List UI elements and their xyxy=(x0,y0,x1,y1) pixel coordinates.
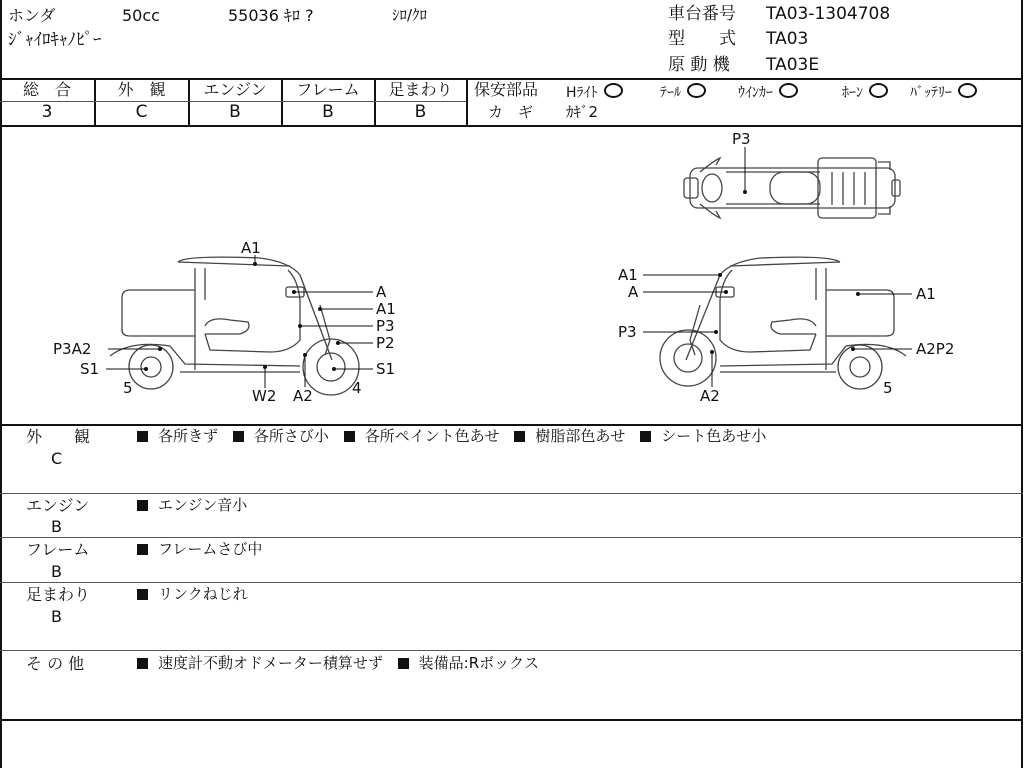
label-left-s1: S1 xyxy=(80,360,100,378)
remark-divider xyxy=(0,493,1023,494)
label-left-4: 4 xyxy=(352,379,362,397)
remark-items-other: 速度計不動オドメーター積算せず 装備品:Rボックス xyxy=(137,656,549,671)
label-left-w2: W2 xyxy=(252,387,277,405)
safety-item-headlight: Hﾗｲﾄ xyxy=(566,83,623,100)
remark-items-frame: フレームさび中 xyxy=(137,542,272,557)
label-right-a2: A2 xyxy=(700,387,720,405)
label-right-p3: P3 xyxy=(618,323,637,341)
grade-label-overall: 総 合 xyxy=(22,80,71,99)
grade-value-frame: B xyxy=(322,102,334,122)
frame-no: TA03-1304708 xyxy=(766,4,891,24)
grade-label-engine: エンジン xyxy=(203,80,267,99)
model-name: ｼﾞｬｲﾛｷｬﾉﾋﾟｰ xyxy=(8,30,102,50)
remark-label-engine: エンジン xyxy=(26,496,90,515)
remark-label-exterior: 外 観 xyxy=(26,427,91,446)
label-right-a: A xyxy=(628,283,639,301)
safety-item-winker: ｳｲﾝｶｰ xyxy=(738,83,798,100)
key-value: ｶｷﾞ2 xyxy=(566,103,599,121)
safety-item-battery: ﾊﾞｯﾃﾘｰ xyxy=(910,83,977,100)
remark-label-other: そ の 他 xyxy=(26,654,85,673)
grade-value-engine: B xyxy=(229,102,241,122)
key-label: カ ギ xyxy=(488,103,534,121)
right-side-scooter xyxy=(660,257,906,389)
label-left-a1: A1 xyxy=(376,300,396,318)
label-left-p3: P3 xyxy=(376,317,395,335)
frame-no-label: 車台番号 xyxy=(668,4,736,24)
label-left-a: A xyxy=(376,283,387,301)
grade-value-overall: 3 xyxy=(41,102,53,122)
remark-items-suspension: リンクねじれ xyxy=(137,587,258,602)
maker-name: ホンダ xyxy=(8,6,56,25)
remark-divider xyxy=(0,582,1023,583)
grade-label-exterior: 外 観 xyxy=(117,80,166,99)
type-label: 型 式 xyxy=(668,29,736,49)
label-left-a2: A2 xyxy=(293,387,313,405)
label-right-a1-box: A1 xyxy=(916,285,936,303)
color: ｼﾛ/ｸﾛ xyxy=(392,6,428,24)
remark-grade-exterior: C xyxy=(51,449,63,468)
safety-item-tail: ﾃｰﾙ xyxy=(660,83,706,100)
label-left-a1-top: A1 xyxy=(241,239,261,257)
label-right-a1-top: A1 xyxy=(618,266,638,284)
top-view-scooter xyxy=(684,158,900,218)
safety-label: 保安部品 xyxy=(474,80,539,99)
engine-value: TA03E xyxy=(766,55,820,75)
grade-value-suspension: B xyxy=(414,102,427,122)
grade-value-exterior: C xyxy=(135,102,148,122)
diagram-bottom-line xyxy=(0,424,1023,426)
remark-items-engine: エンジン音小 xyxy=(137,498,257,513)
type-value: TA03 xyxy=(766,29,809,49)
remarks-bottom-line xyxy=(0,719,1023,721)
remark-divider xyxy=(0,537,1023,538)
label-right-5: 5 xyxy=(883,379,893,397)
remark-grade-engine: B xyxy=(51,517,62,536)
remark-grade-frame: B xyxy=(51,562,62,581)
displacement: 50cc xyxy=(122,6,160,25)
remark-grade-suspension: B xyxy=(51,607,62,626)
remark-label-suspension: 足まわり xyxy=(26,585,91,604)
label-right-a2p2: A2P2 xyxy=(916,340,955,358)
label-left-p2: P2 xyxy=(376,334,395,352)
grade-label-frame: フレーム xyxy=(296,80,360,99)
label-top-p3: P3 xyxy=(732,130,751,148)
grade-label-suspension: 足まわり xyxy=(388,80,453,99)
label-left-5: 5 xyxy=(123,379,133,397)
remark-label-frame: フレーム xyxy=(26,540,90,559)
label-left-p3a2: P3A2 xyxy=(53,340,92,358)
remark-items-exterior: 各所きず 各所さび小 各所ペイント色あせ 樹脂部色あせ シート色あせ小 xyxy=(137,429,776,444)
safety-item-horn: ﾎｰﾝ xyxy=(842,83,888,100)
mileage: 55036 ｷﾛ ? xyxy=(228,6,314,25)
engine-label: 原 動 機 xyxy=(668,55,730,75)
label-left-s1-right: S1 xyxy=(376,360,396,378)
remark-divider xyxy=(0,650,1023,651)
